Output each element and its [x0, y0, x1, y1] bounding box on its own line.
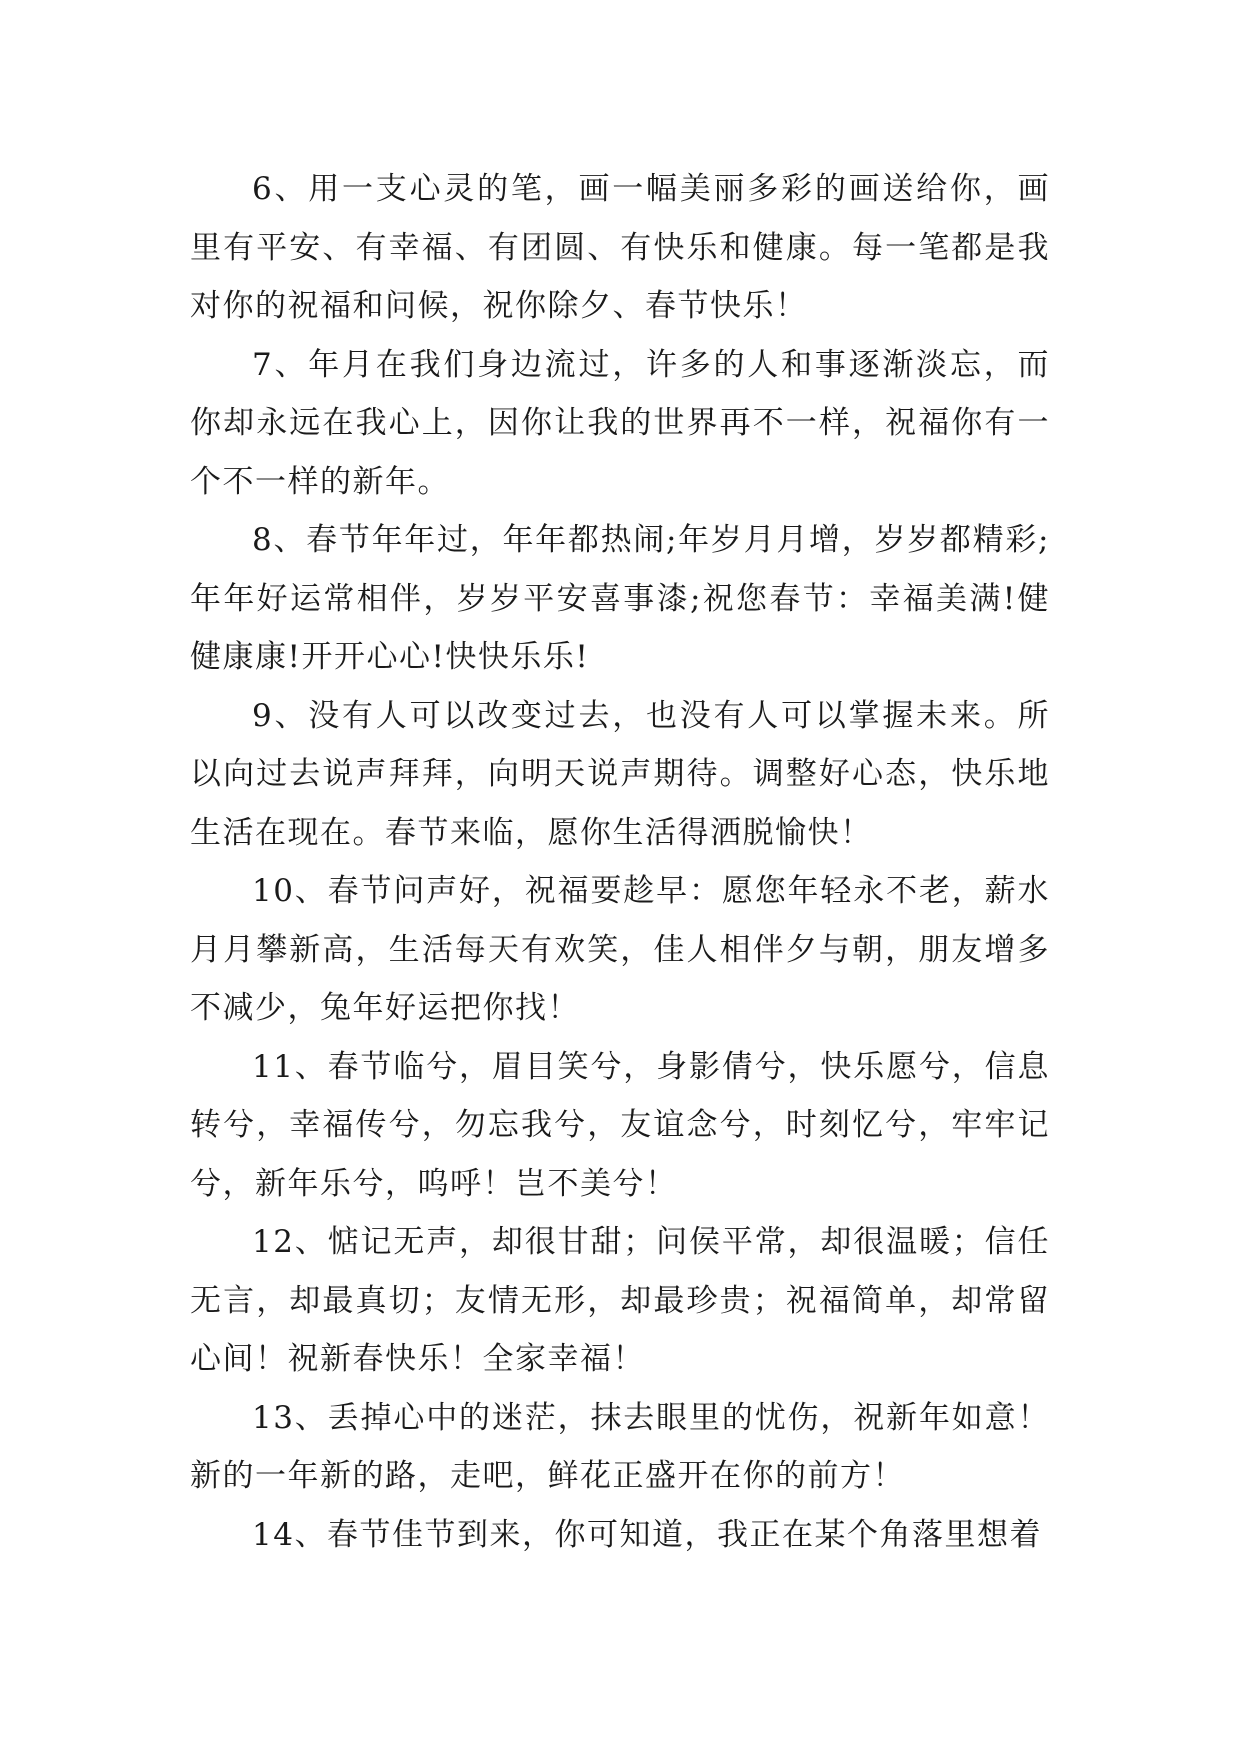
paragraph-10: 10、春节问声好，祝福要趁早：愿您年轻永不老，薪水月月攀新高，生活每天有欢笑，佳人相伴夕与朝，朋友增多不减少，兔年好运把你找！: [190, 873, 1050, 1026]
paragraph-7: 7、年月在我们身边流过，许多的人和事逐渐淡忘，而你却永远在我心上，因你让我的世界再不一样，祝福你有一个不一样的新年。: [190, 346, 1050, 500]
paragraph-11: 11、春节临兮，眉目笑兮，身影倩兮，快乐愿兮，信息转兮，幸福传兮，勿忘我兮，友谊念兮，时刻忆兮，牢牢记兮，新年乐兮，呜呼！岂不美兮！: [190, 1048, 1050, 1202]
paragraph-13: 13、丢掉心中的迷茫，抹去眼里的忧伤，祝新年如意！新的一年新的路，走吧，鲜花正盛开在你的前方！: [190, 1399, 1050, 1494]
paragraph-12: 12、惦记无声，却很甘甜；问侯平常，却很温暖；信任无言，却最真切；友情无形，却最珍贵；祝福简单，却常留心间！祝新春快乐！全家幸福！: [190, 1224, 1050, 1377]
paragraph-6: 6、用一支心灵的笔，画一幅美丽多彩的画送给你，画里有平安、有幸福、有团圆、有快乐和健康。每一笔都是我对你的祝福和问候，祝你除夕、春节快乐！: [190, 171, 1050, 324]
paragraph-9: 9、没有人可以改变过去，也没有人可以掌握未来。所以向过去说声拜拜，向明天说声期待。调整好心态，快乐地生活在现在。春节来临，愿你生活得洒脱愉快！: [190, 697, 1050, 851]
document-body: [190, 160, 1050, 1564]
paragraph-14: 14、春节佳节到来，你可知道，我正在某个角落里想着: [252, 1516, 1042, 1553]
paragraph-8: 8、春节年年过，年年都热闹;年岁月月增，岁岁都精彩;年年好运常相伴，岁岁平安喜事漆;祝您春节：幸福美满!健健康康!开开心心!快快乐乐!: [190, 522, 1050, 675]
